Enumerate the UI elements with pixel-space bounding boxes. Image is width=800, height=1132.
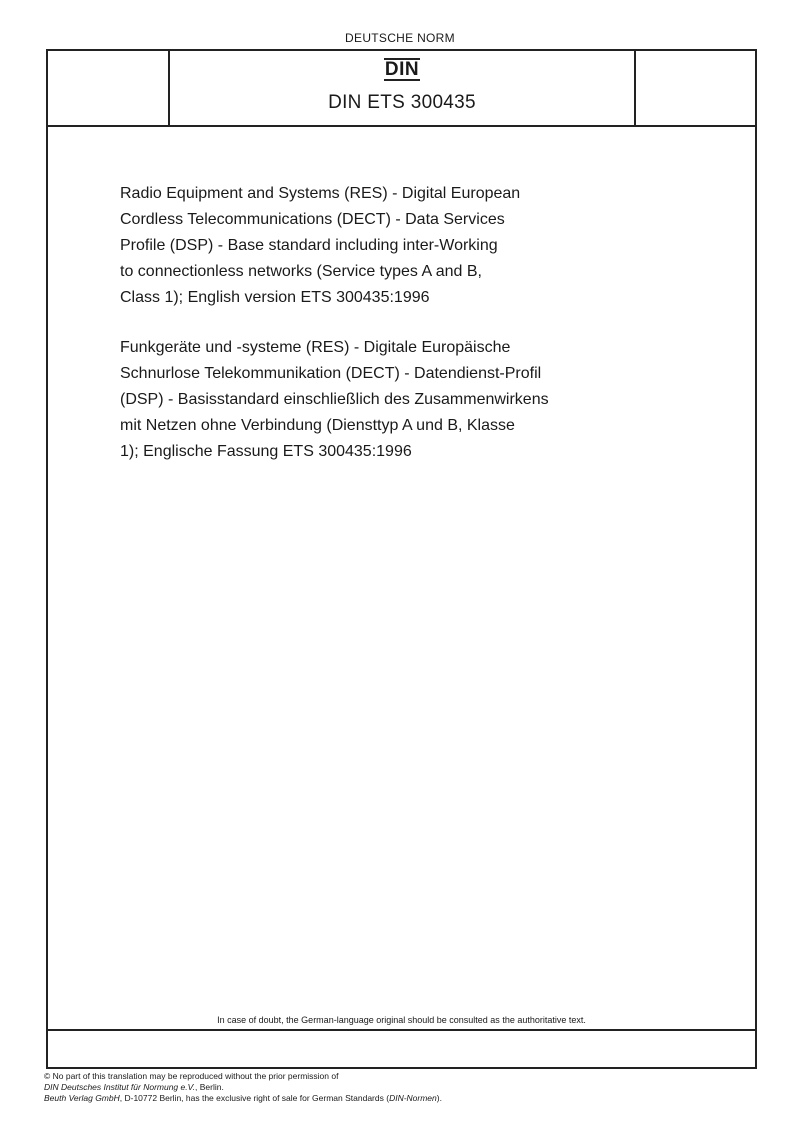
german-title-line: Funkgeräte und -systeme (RES) - Digitale Europäische: [120, 339, 511, 356]
english-title-line: Profile (DSP) - Base standard including inter-Working: [120, 237, 498, 254]
german-title-line: mit Netzen ohne Verbindung (Diensttyp A und B, Klasse: [120, 417, 515, 434]
english-title-line: to connectionless networks (Service types A and B,: [120, 263, 482, 280]
copyright-line-3: [44, 1093, 442, 1104]
din-logo: [170, 58, 634, 81]
german-title-line: 1); Englische Fassung ETS 300435:1996: [120, 443, 412, 460]
header-cell-center: [170, 51, 634, 125]
header-row: [48, 51, 755, 127]
copyright-line-1: © No part of this translation may be reproduced without the prior permission of: [44, 1071, 339, 1081]
english-title: [120, 181, 600, 311]
header-cell-left: [48, 51, 170, 125]
authoritative-text-note: In case of doubt, the German-language original should be consulted as the authoritative text.: [217, 1015, 586, 1025]
english-title-line: Radio Equipment and Systems (RES) - Digital European: [120, 185, 521, 202]
english-title-line: Class 1); English version ETS 300435:1996: [120, 289, 430, 306]
copyright-notice: [44, 1071, 442, 1104]
beuth-verlag-name: Beuth Verlag GmbH: [44, 1093, 120, 1103]
standard-number: DIN ETS 300435: [328, 92, 476, 113]
english-title-line: Cordless Telecommunications (DECT) - Data Services: [120, 211, 505, 228]
din-normen-term: DIN-Normen: [389, 1093, 437, 1103]
copyright-line-2-rest: , Berlin.: [195, 1082, 224, 1092]
header-cell-right: [634, 51, 757, 125]
document-type-label: DEUTSCHE NORM: [345, 31, 455, 45]
din-logo-text: DIN: [384, 59, 420, 80]
document-frame: [46, 49, 757, 1069]
german-title-line: (DSP) - Basisstandard einschließlich des Zusammenwirkens: [120, 391, 549, 408]
copyright-line-3-end: ).: [436, 1093, 442, 1103]
copyright-line-3-mid: , D-10772 Berlin, has the exclusive right of sale for German Standards (: [119, 1093, 390, 1103]
german-title-line: Schnurlose Telekommunikation (DECT) - Datendienst-Profil: [120, 365, 542, 382]
copyright-line-2: [44, 1082, 442, 1093]
german-title: [120, 335, 600, 465]
din-institute-name: DIN Deutsches Institut für Normung e.V.: [44, 1082, 196, 1092]
footer-row: [48, 1029, 755, 1069]
